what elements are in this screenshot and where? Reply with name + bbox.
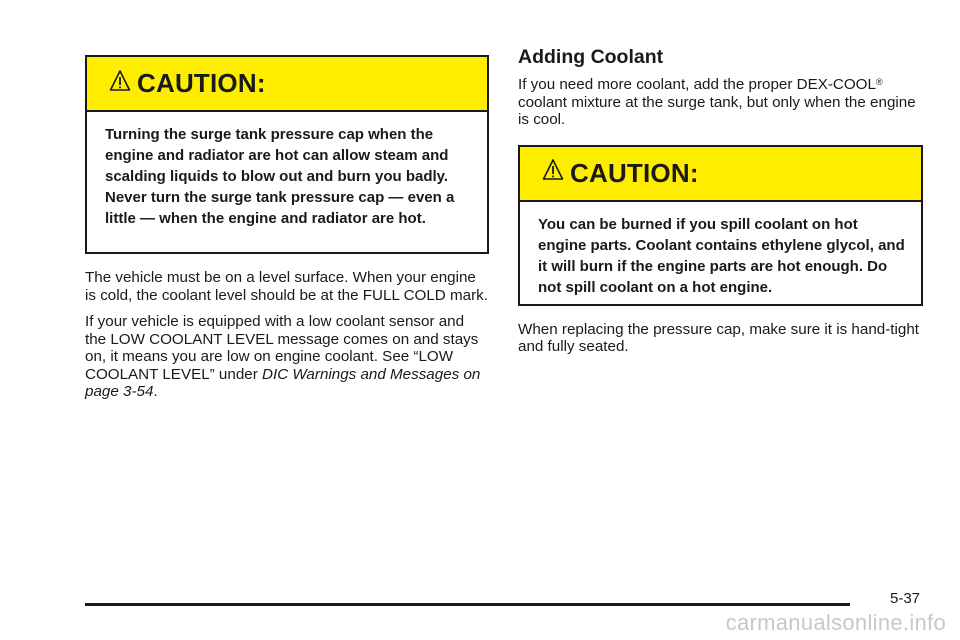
left-column [85, 0, 489, 401]
right-column [518, 0, 923, 356]
low-coolant-paragraph [85, 313, 489, 401]
caution-title: CAUTION: [570, 157, 699, 188]
footer-rule [85, 603, 850, 606]
caution-title: CAUTION: [137, 68, 266, 98]
level-surface-paragraph: The vehicle must be on a level surface. When your engine is cold, the coolant level should be at the FULL COLD mark. [85, 269, 488, 304]
caution-header [87, 57, 487, 112]
registered-mark: ® [875, 77, 883, 87]
section-heading: Adding Coolant [518, 46, 664, 68]
low-coolant-text: If your vehicle is equipped with a low coolant sensor and the LOW COOLANT LEVEL message comes on and stays on, it means you are low on engine coolant. See “LOW COOLANT LEVEL” under [85, 313, 479, 383]
pressure-cap-paragraph: When replacing the pressure cap, make sure it is hand-tight and fully seated. [518, 320, 919, 355]
watermark: carmanualsonline.info [725, 610, 946, 635]
warning-triangle-icon [109, 69, 131, 93]
caution-header [520, 147, 921, 202]
caution-text: You can be burned if you spill coolant on hot engine parts. Coolant contains ethylene glycol, and it will burn if the engine parts are hot enough. Do not spill coolant on a hot engine. [538, 215, 905, 296]
period: . [153, 383, 158, 400]
dic-warnings-reference[interactable]: DIC Warnings and Messages on page 3-54 [85, 365, 481, 400]
caution-box-spill [518, 145, 923, 306]
caution-box-surge-tank [85, 55, 489, 254]
caution-text: Turning the surge tank pressure cap when the engine and radiator are hot can allow steam and scalding liquids to blow out and burn you badly. Never turn the surge tank pressure cap — even a little — when the engine and radiator are hot. [105, 126, 455, 227]
add-coolant-text-a: If you need more coolant, add the proper DEX-COOL [518, 76, 876, 93]
warning-triangle-icon [542, 158, 564, 182]
add-coolant-paragraph [518, 76, 923, 129]
add-coolant-text-b: coolant mixture at the surge tank, but only when the engine is cool. [518, 93, 916, 128]
page-number: 5-37 [890, 590, 921, 607]
